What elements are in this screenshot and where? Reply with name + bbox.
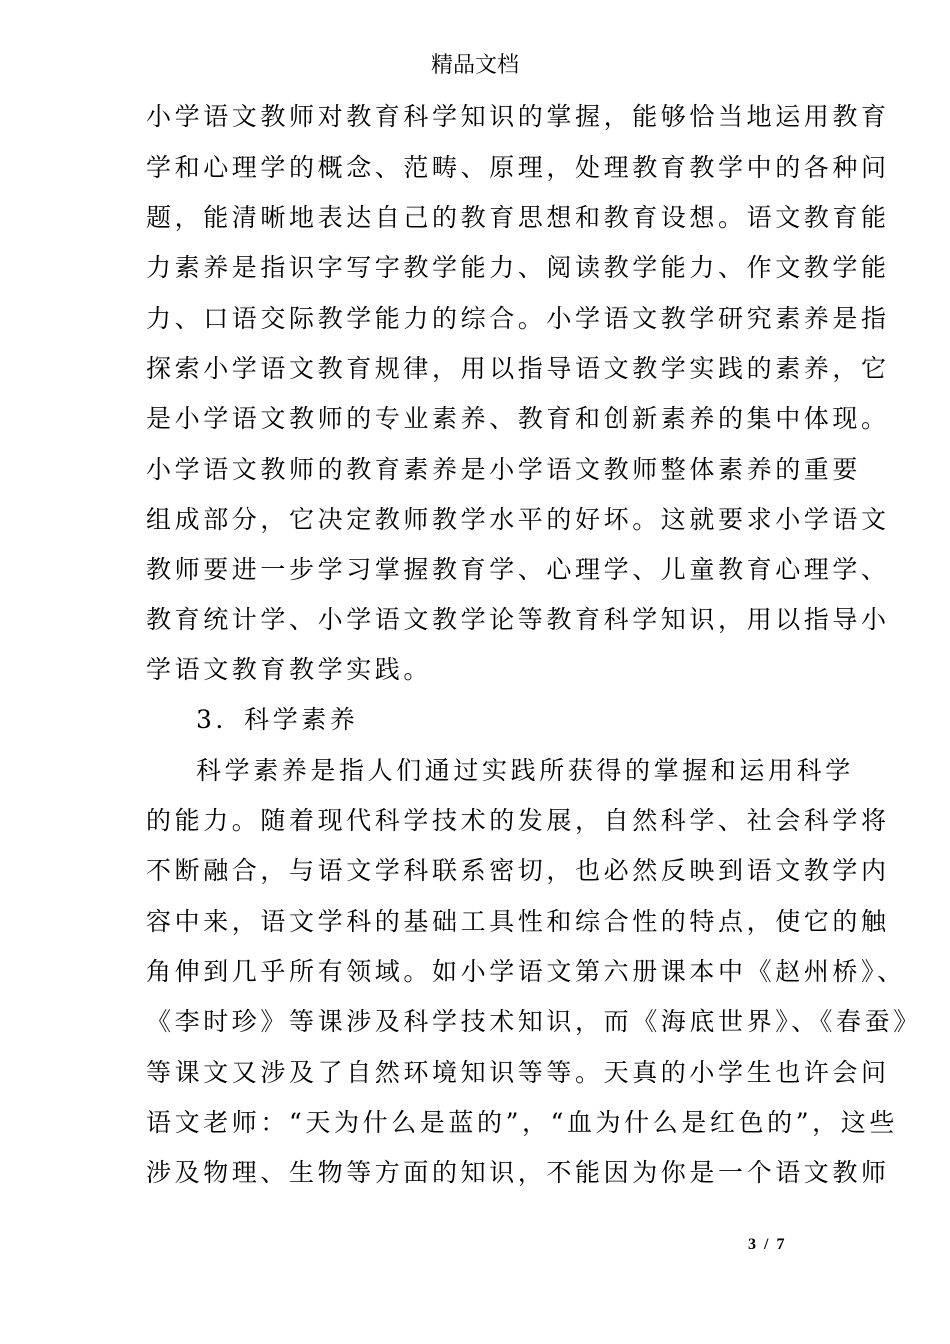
text-line: 角伸到几乎所有领域。如小学语文第六册课本中《赵州桥》、 (146, 957, 906, 986)
text-line: 小学语文教师的教育素养是小学语文教师整体素养的重要 (146, 455, 862, 484)
text-line: 不断融合，与语文学科联系密切，也必然反映到语文教学内 (146, 856, 890, 885)
text-line: 小学语文教师对教育科学知识的掌握，能够恰当地运用教育 (146, 102, 890, 131)
text-line: 科学素养是指人们通过实践所获得的掌握和运用科学 (196, 756, 854, 785)
text-line: 探索小学语文教育规律，用以指导语文教学实践的素养，它 (146, 354, 890, 383)
text-line: 力、口语交际教学能力的综合。小学语文教学研究素养是指 (146, 304, 890, 333)
text-line: 组成部分，它决定教师教学水平的好坏。这就要求小学语文 (146, 505, 890, 534)
text-line: 题，能清晰地表达自己的教育思想和教育设想。语文教育能 (146, 203, 890, 232)
text-line: 教育统计学、小学语文教学论等教育科学知识，用以指导小 (146, 605, 890, 634)
text-line: 涉及物理、生物等方面的知识，不能因为你是一个语文教师 (146, 1158, 890, 1187)
text-line: 教师要进一步学习掌握教育学、心理学、儿童教育心理学、 (146, 555, 890, 584)
text-line: 是小学语文教师的专业素养、教育和创新素养的集中体现。 (146, 404, 890, 433)
text-line: 学和心理学的概念、范畴、原理，处理教育教学中的各种问 (146, 153, 890, 182)
text-line: 力素养是指识字写字教学能力、阅读教学能力、作文教学能 (146, 253, 890, 282)
page-number: 3 / 7 (748, 1236, 787, 1253)
section-heading: 3．科学素养 (196, 705, 359, 734)
text-line: 的能力。随着现代科学技术的发展，自然科学、社会科学将 (146, 806, 890, 835)
text-line: 《李时珍》等课涉及科学技术知识，而《海底世界》、《春蚕》 (146, 1007, 922, 1036)
text-line: 学语文教育教学实践。 (146, 655, 433, 684)
text-line: 等课文又涉及了自然环境知识等等。天真的小学生也许会问 (146, 1058, 890, 1087)
text-line: 容中来，语文学科的基础工具性和综合性的特点，使它的触 (146, 907, 890, 936)
text-line: 语文老师：“天为什么是蓝的”，“血为什么是红色的”，这些 (146, 1108, 898, 1137)
page-header-title: 精品文档 (430, 53, 519, 78)
